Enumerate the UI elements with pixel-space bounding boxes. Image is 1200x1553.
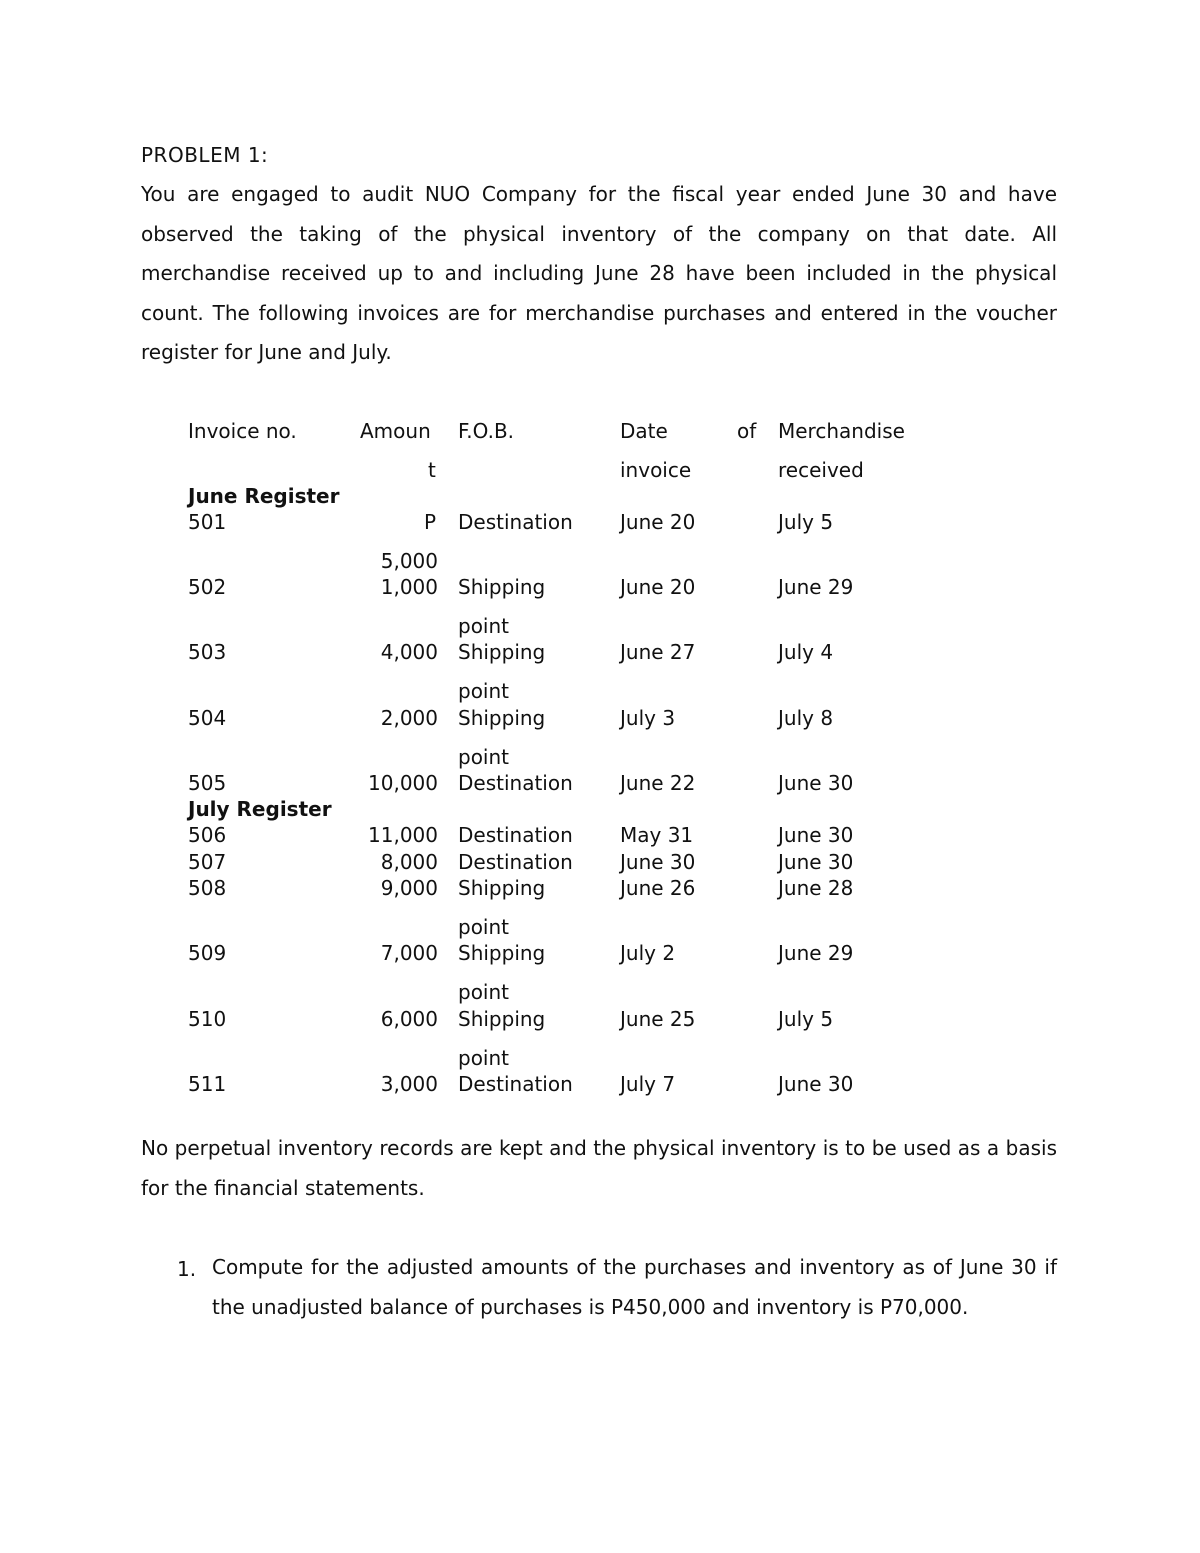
table-row-amount: 3,000 <box>380 1072 438 1096</box>
table-row-invoice: 506 <box>188 823 227 847</box>
table-row-fob: Shipping <box>458 941 546 965</box>
table-row-invoice: 502 <box>188 575 227 599</box>
table-row-date: June 26 <box>620 876 696 900</box>
header-date: Date <box>620 419 668 443</box>
table-row-invoice: 508 <box>188 876 227 900</box>
july-register-heading: July Register <box>188 797 332 821</box>
table-row-amount: 8,000 <box>380 850 438 874</box>
table-row-received: June 30 <box>778 771 854 795</box>
table-row-fob-cont: point <box>458 679 510 703</box>
table-row-received: July 4 <box>778 640 834 664</box>
table-row-received: July 8 <box>778 706 834 730</box>
header-date-invoice: invoice <box>620 458 692 482</box>
table-row-amount: 6,000 <box>380 1007 438 1031</box>
header-fob: F.O.B. <box>458 419 515 443</box>
table-row-date: May 31 <box>620 823 694 847</box>
june-register-heading: June Register <box>188 484 340 508</box>
table-row-date: July 7 <box>620 1072 676 1096</box>
table-row-date: June 27 <box>620 640 696 664</box>
table-row-fob: Shipping <box>458 575 546 599</box>
table-row-fob: Destination <box>458 510 573 534</box>
table-row-received: June 30 <box>778 823 854 847</box>
table-row-fob-cont: point <box>458 980 510 1004</box>
table-row-date: June 30 <box>620 850 696 874</box>
table-row-invoice: 503 <box>188 640 227 664</box>
table-row-fob: Shipping <box>458 876 546 900</box>
table-row-fob: Shipping <box>458 640 546 664</box>
header-invoice-no: Invoice no. <box>188 419 297 443</box>
table-row-amount: 5,000 <box>380 549 438 573</box>
table-row-fob: Shipping <box>458 706 546 730</box>
table-row-invoice: 511 <box>188 1072 227 1096</box>
table-row-date: June 22 <box>620 771 696 795</box>
table-row-date: July 3 <box>620 706 676 730</box>
header-amount: Amoun <box>360 419 431 443</box>
table-row-amount: 9,000 <box>380 876 438 900</box>
table-row-received: June 30 <box>778 850 854 874</box>
table-row-invoice: 510 <box>188 1007 227 1031</box>
table-row-fob: Destination <box>458 850 573 874</box>
table-row-received: July 5 <box>778 1007 834 1031</box>
table-row-fob-cont: point <box>458 745 510 769</box>
table-row-date: June 20 <box>620 510 696 534</box>
table-row-amount: 4,000 <box>380 640 438 664</box>
table-row-fob: Shipping <box>458 1007 546 1031</box>
table-row-received: July 5 <box>778 510 834 534</box>
table-row-invoice: 501 <box>188 510 227 534</box>
intro-paragraph: You are engaged to audit NUO Company for the fiscal year ended June 30 and have observed the taking of the physical inventory of the company on that date. All merchandise received up to and including June 28 have been included in the physical count. The following invoices are for merchandise purchases and entered in the voucher register for June and July. <box>141 182 1057 364</box>
question-text: Compute for the adjusted amounts of the purchases and inventory as of June 30 if the unadjusted balance of purchases is P450,000 and inventory is P70,000. <box>212 1255 1057 1319</box>
table-row-fob-cont: point <box>458 1046 510 1070</box>
table-row-date: July 2 <box>620 941 676 965</box>
table-row-invoice: 507 <box>188 850 227 874</box>
header-amount-cont: t <box>428 458 436 482</box>
table-row-invoice: 504 <box>188 706 227 730</box>
table-row-amount: 1,000 <box>380 575 438 599</box>
header-received: Merchandise <box>778 419 905 443</box>
table-row-invoice: 505 <box>188 771 227 795</box>
amount-currency-prefix: P <box>424 510 437 534</box>
table-row-date: June 25 <box>620 1007 696 1031</box>
table-row-fob: Destination <box>458 771 573 795</box>
table-row-fob: Destination <box>458 823 573 847</box>
table-row-date: June 20 <box>620 575 696 599</box>
table-row-amount: 2,000 <box>380 706 438 730</box>
table-row-amount: 11,000 <box>368 823 438 847</box>
table-row-received: June 29 <box>778 941 854 965</box>
table-row-received: June 29 <box>778 575 854 599</box>
header-received-cont: received <box>778 458 864 482</box>
table-row-received: June 30 <box>778 1072 854 1096</box>
table-row-invoice: 509 <box>188 941 227 965</box>
table-row-amount: 7,000 <box>380 941 438 965</box>
table-row-amount: 10,000 <box>368 771 438 795</box>
header-date-of: of <box>737 419 757 443</box>
problem-title: PROBLEM 1: <box>141 143 269 167</box>
table-row-fob: Destination <box>458 1072 573 1096</box>
question-number: 1. <box>177 1257 197 1281</box>
closing-paragraph: No perpetual inventory records are kept and the physical inventory is to be used as a basis for the financial statements. <box>141 1136 1057 1200</box>
table-row-fob-cont: point <box>458 614 510 638</box>
table-row-fob-cont: point <box>458 915 510 939</box>
table-row-received: June 28 <box>778 876 854 900</box>
